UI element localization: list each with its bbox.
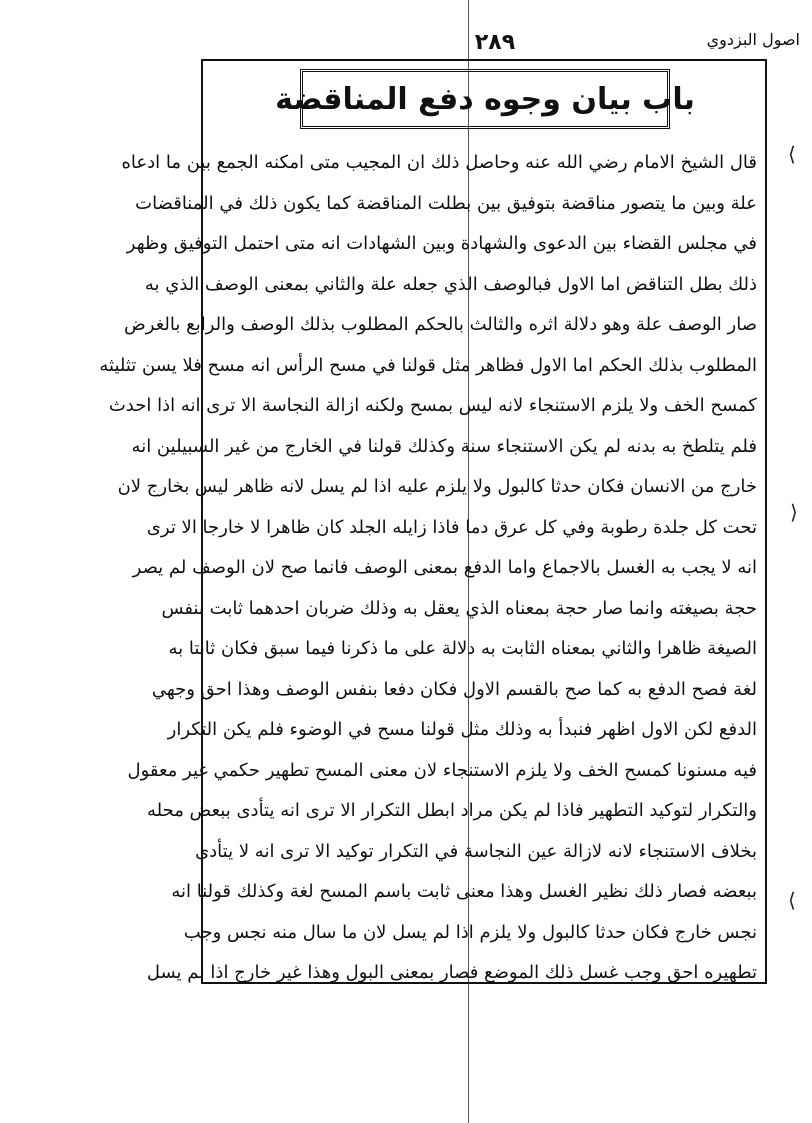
- chapter-title: باب بيان وجوه دفع المناقضة: [275, 81, 695, 117]
- text-frame: [99, 59, 767, 984]
- margin-mark-icon: ⟨: [788, 142, 796, 166]
- text-line: حجة بصيغته وانما صار حجة بمعناه الذي يعقل به وذلك ضربان احدهما ثابت بنفس: [161, 597, 757, 619]
- text-line: فلم يتلطخ به بدنه لم يكن الاستنجاء سنة وكذلك قولنا في الخارج من غير السبيلين انه: [131, 435, 757, 457]
- text-line: انه لا يجب به الغسل بالاجماع واما الدفع بمعنى الوصف فانما صح لان الوصف لم يصر: [132, 557, 757, 578]
- text-line: والتكرار لتوكيد التطهير فاذا لم يكن مراد ابطل التكرار الا ترى انه يتأدى ببعض محله: [146, 800, 757, 821]
- margin-mark-icon: ⟩: [790, 500, 798, 524]
- text-line: الصيغة ظاهرا والثاني بمعناه الثابت به دلالة على ما ذكرنا فيما سبق فكان ثابتا به: [168, 638, 757, 659]
- text-line: فيه مسنونا كمسح الخف ولا يلزم الاستنجاء لان معنى المسح تطهير حكمي غير معقول: [127, 759, 757, 781]
- text-line: خارج من الانسان فكان حدثا كالبول ولا يلزم عليه اذا لم يسل لانه ظاهر ليس بخارج لان: [117, 476, 757, 497]
- text-line: الدفع لكن الاول اظهر فنبدأ به وذلك مثل قولنا مسح في الوضوء فلم يكن التكرار: [167, 719, 757, 740]
- text-line: صار الوصف علة وهو دلالة اثره والثالث بالحكم المطلوب بذلك الوصف والرابع بالغرض: [124, 314, 757, 335]
- text-line: المطلوب بذلك الحكم اما الاول فظاهر مثل قولنا في مسح الرأس انه مسح فلا يسن تثليثه: [99, 354, 757, 376]
- running-head: اصول البزدوي: [706, 30, 800, 49]
- text-line: ببعضه فصار ذلك نظير الغسل وهذا معنى ثابت باسم المسح لغة وكذلك قولنا انه: [171, 881, 757, 902]
- text-line: لغة فصح الدفع به كما صح بالقسم الاول فكان دفعا بنفس الوصف وهذا احق وجهي: [151, 678, 757, 700]
- text-line: بخلاف الاستنجاء لانه لازالة عين النجاسة في التكرار توكيد الا ترى انه لا يتأدى: [195, 840, 757, 862]
- margin-mark-icon: ⟨: [788, 888, 796, 912]
- text-line: ذلك بطل التناقض اما الاول فبالوصف الذي جعله علة والثاني بمعنى الوصف الذي به: [144, 273, 757, 295]
- page-number: ۲۸۹: [474, 30, 516, 55]
- body-text: [99, 143, 757, 983]
- chapter-heading-box: [275, 69, 695, 129]
- text-line: تحت كل جلدة رطوبة وفي كل عرق دما فاذا زايله الجلد كان ظاهرا لا خارجا الا ترى: [146, 516, 757, 538]
- text-line: تطهيره احق وجب غسل ذلك الموضع فصار بمعنى البول وهذا غير خارج اذا لم يسل: [146, 962, 757, 983]
- text-line: قال الشيخ الامام رضي الله عنه وحاصل ذلك ان المجيب متى امكنه الجمع بين ما ادعاه: [121, 152, 757, 173]
- text-line: نجس خارج فكان حدثا كالبول ولا يلزم اذا لم يسل لان ما سال منه نجس وجب: [183, 921, 757, 943]
- text-line: في مجلس القضاء بين الدعوى والشهادة وبين الشهادات انه متى احتمل التوفيق وظهر: [126, 233, 757, 254]
- text-line: كمسح الخف ولا يلزم الاستنجاء لانه ليس بمسح ولكنه ازالة النجاسة الا ترى انه اذا احدث: [108, 395, 757, 416]
- text-line: علة وبين ما يتصور مناقضة بتوفيق بين بطلت المناقضة كما يكون ذلك في المناقضات: [135, 192, 757, 214]
